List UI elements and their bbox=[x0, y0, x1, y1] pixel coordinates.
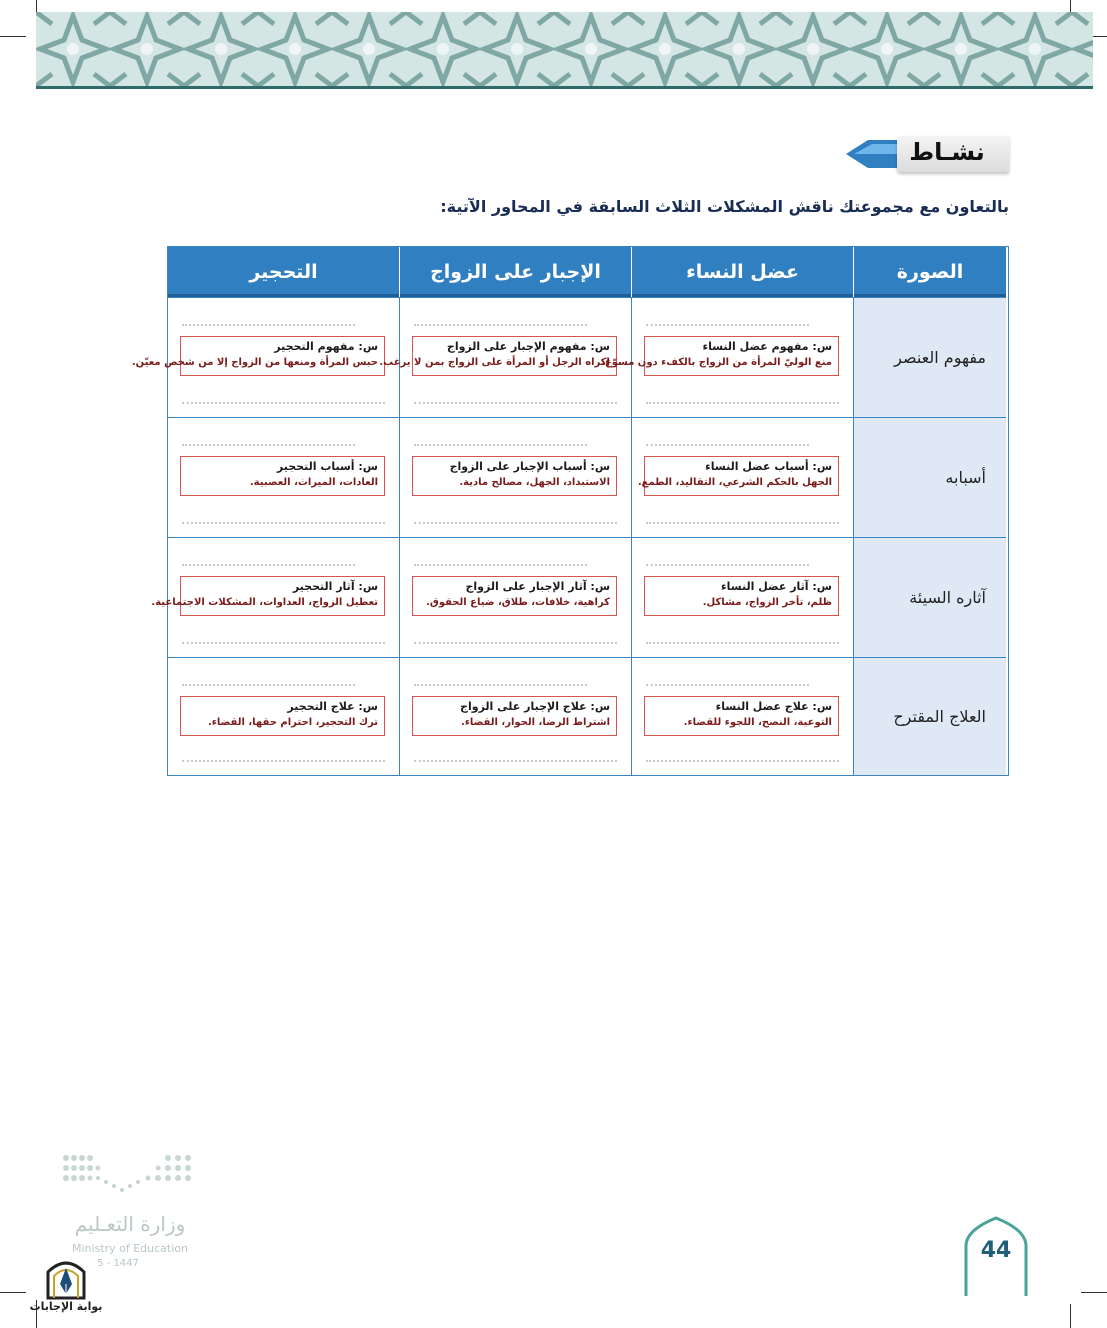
dotted-line bbox=[182, 760, 385, 762]
dotted-line bbox=[414, 564, 587, 566]
ministry-logo bbox=[58, 1150, 203, 1270]
dotted-line bbox=[646, 760, 839, 762]
table-cell bbox=[131, 297, 400, 417]
answer-text: حبس المرأة ومنعها من الزواج إلا من شخص معيّن. bbox=[131, 357, 378, 368]
answer-box bbox=[131, 336, 385, 376]
question-text: س: مفهوم الإجبار على الزواج bbox=[446, 340, 610, 353]
question-text: س: آثار الإجبار على الزواج bbox=[465, 580, 610, 593]
answer-text: إكراه الرجل أو المرأة على الزواج بمن لا يرغب. bbox=[379, 357, 610, 368]
answer-box bbox=[180, 696, 385, 736]
question-text: س: أسباب الإجبار على الزواج bbox=[449, 460, 610, 473]
dotted-line bbox=[646, 402, 839, 404]
row-label-causes: أسبابه bbox=[854, 417, 1006, 537]
header-form: الصورة bbox=[854, 247, 1006, 297]
answer-box bbox=[151, 576, 385, 616]
dotted-line bbox=[182, 444, 355, 446]
dotted-line bbox=[414, 642, 617, 644]
answer-text: ظلم، تأخر الزواج، مشاكل. bbox=[702, 597, 832, 608]
question-text: س: آثار عضل النساء bbox=[721, 580, 832, 593]
row-label-concept: مفهوم العنصر bbox=[854, 297, 1006, 417]
answer-box bbox=[180, 456, 385, 496]
table-cell bbox=[168, 417, 400, 537]
dotted-line bbox=[414, 522, 617, 524]
dotted-line bbox=[646, 444, 809, 446]
geometric-pattern-icon bbox=[36, 12, 1093, 86]
answer-box bbox=[644, 696, 839, 736]
arch-pen-icon bbox=[26, 1254, 106, 1300]
dotted-line bbox=[182, 522, 385, 524]
question-text: س: علاج التحجير bbox=[287, 700, 378, 713]
dotted-line bbox=[182, 684, 355, 686]
dotted-line bbox=[646, 684, 809, 686]
dotted-line bbox=[414, 760, 617, 762]
question-text: س: أسباب التحجير bbox=[276, 460, 378, 473]
dotted-line bbox=[182, 564, 355, 566]
row-label-effects: آثاره السيئة bbox=[854, 537, 1006, 657]
header-banner bbox=[36, 12, 1093, 86]
question-text: س: علاج الإجبار على الزواج bbox=[460, 700, 610, 713]
question-text: س: آثار التحجير bbox=[292, 580, 378, 593]
activity-instruction: بالتعاون مع مجموعتك ناقش المشكلات الثلاث السابقة في المحاور الآتية: bbox=[440, 197, 1009, 216]
answer-box bbox=[379, 336, 617, 376]
table-cell bbox=[400, 657, 632, 775]
dotted-line bbox=[646, 324, 809, 326]
table-cell bbox=[601, 297, 854, 417]
dotted-line bbox=[646, 642, 839, 644]
banner-underline bbox=[36, 86, 1093, 89]
header-forced-marriage: الإجبار على الزواج bbox=[400, 247, 632, 297]
table-cell bbox=[400, 537, 632, 657]
crop-mark bbox=[0, 36, 26, 37]
answer-text: كراهية، خلافات، طلاق، ضياع الحقوق. bbox=[426, 597, 610, 608]
ministry-name-ar: وزارة التعـليم bbox=[74, 1212, 186, 1236]
answer-text: الاستبداد، الجهل، مصالح مادية. bbox=[459, 477, 610, 488]
activity-table bbox=[131, 246, 1009, 776]
table-cell bbox=[632, 657, 854, 775]
header-adl: عضل النساء bbox=[632, 247, 854, 297]
row-label-treatment: العلاج المقترح bbox=[854, 657, 1006, 775]
portal-name: بوابة الإجابات bbox=[29, 1300, 103, 1313]
answer-text: العادات، الميراث، العصبية. bbox=[249, 477, 378, 488]
activity-title: نشـاط bbox=[909, 138, 985, 166]
answer-text: ترك التحجير، احترام حقها، القضاء. bbox=[208, 717, 378, 728]
crop-mark bbox=[1070, 1304, 1071, 1328]
ministry-dots-icon bbox=[58, 1150, 203, 1200]
ministry-name-en: Ministry of Education bbox=[71, 1242, 188, 1255]
dotted-line bbox=[414, 324, 587, 326]
answer-box bbox=[412, 576, 617, 616]
table-cell bbox=[151, 537, 400, 657]
question-text: س: علاج عضل النساء bbox=[715, 700, 832, 713]
dotted-line bbox=[414, 684, 587, 686]
page-number: 44 bbox=[980, 1238, 1012, 1263]
question-text: س: مفهوم عضل النساء bbox=[702, 340, 832, 353]
answer-text: اشتراط الرضا، الحوار، القضاء. bbox=[461, 717, 610, 728]
table-cell bbox=[400, 417, 632, 537]
answer-box bbox=[601, 336, 839, 376]
answer-text: منع الوليّ المرأة من الزواج بالكفء دون مسوّغ. bbox=[601, 357, 832, 368]
activity-tag bbox=[846, 136, 1009, 172]
table-cell bbox=[168, 657, 400, 775]
dotted-line bbox=[646, 522, 839, 524]
question-text: س: أسباب عضل النساء bbox=[705, 460, 832, 473]
ministry-year: 5 - 1447 bbox=[97, 1258, 139, 1269]
page-number-badge bbox=[964, 1216, 1028, 1296]
dotted-line bbox=[182, 402, 385, 404]
answer-box bbox=[412, 456, 617, 496]
question-text: س: مفهوم التحجير bbox=[274, 340, 378, 353]
answer-text: الجهل بالحكم الشرعي، التقاليد، الطمع. bbox=[637, 477, 832, 488]
crop-mark bbox=[0, 1292, 26, 1293]
answer-box bbox=[644, 576, 839, 616]
answer-text: التوعية، النصح، اللجوء للقضاء. bbox=[683, 717, 832, 728]
dotted-line bbox=[414, 402, 617, 404]
dotted-line bbox=[182, 324, 355, 326]
answer-box bbox=[412, 696, 617, 736]
dotted-line bbox=[646, 564, 809, 566]
table-cell bbox=[632, 417, 854, 537]
portal-logo bbox=[26, 1254, 106, 1320]
answer-box bbox=[637, 456, 839, 496]
table-cell bbox=[379, 297, 632, 417]
dotted-line bbox=[182, 642, 385, 644]
answer-text: تعطيل الزواج، العداوات، المشكلات الاجتماعية. bbox=[151, 597, 378, 608]
crop-mark bbox=[1081, 1292, 1107, 1293]
table-cell bbox=[632, 537, 854, 657]
header-tahjir: التحجير bbox=[168, 247, 400, 297]
dotted-line bbox=[414, 444, 587, 446]
